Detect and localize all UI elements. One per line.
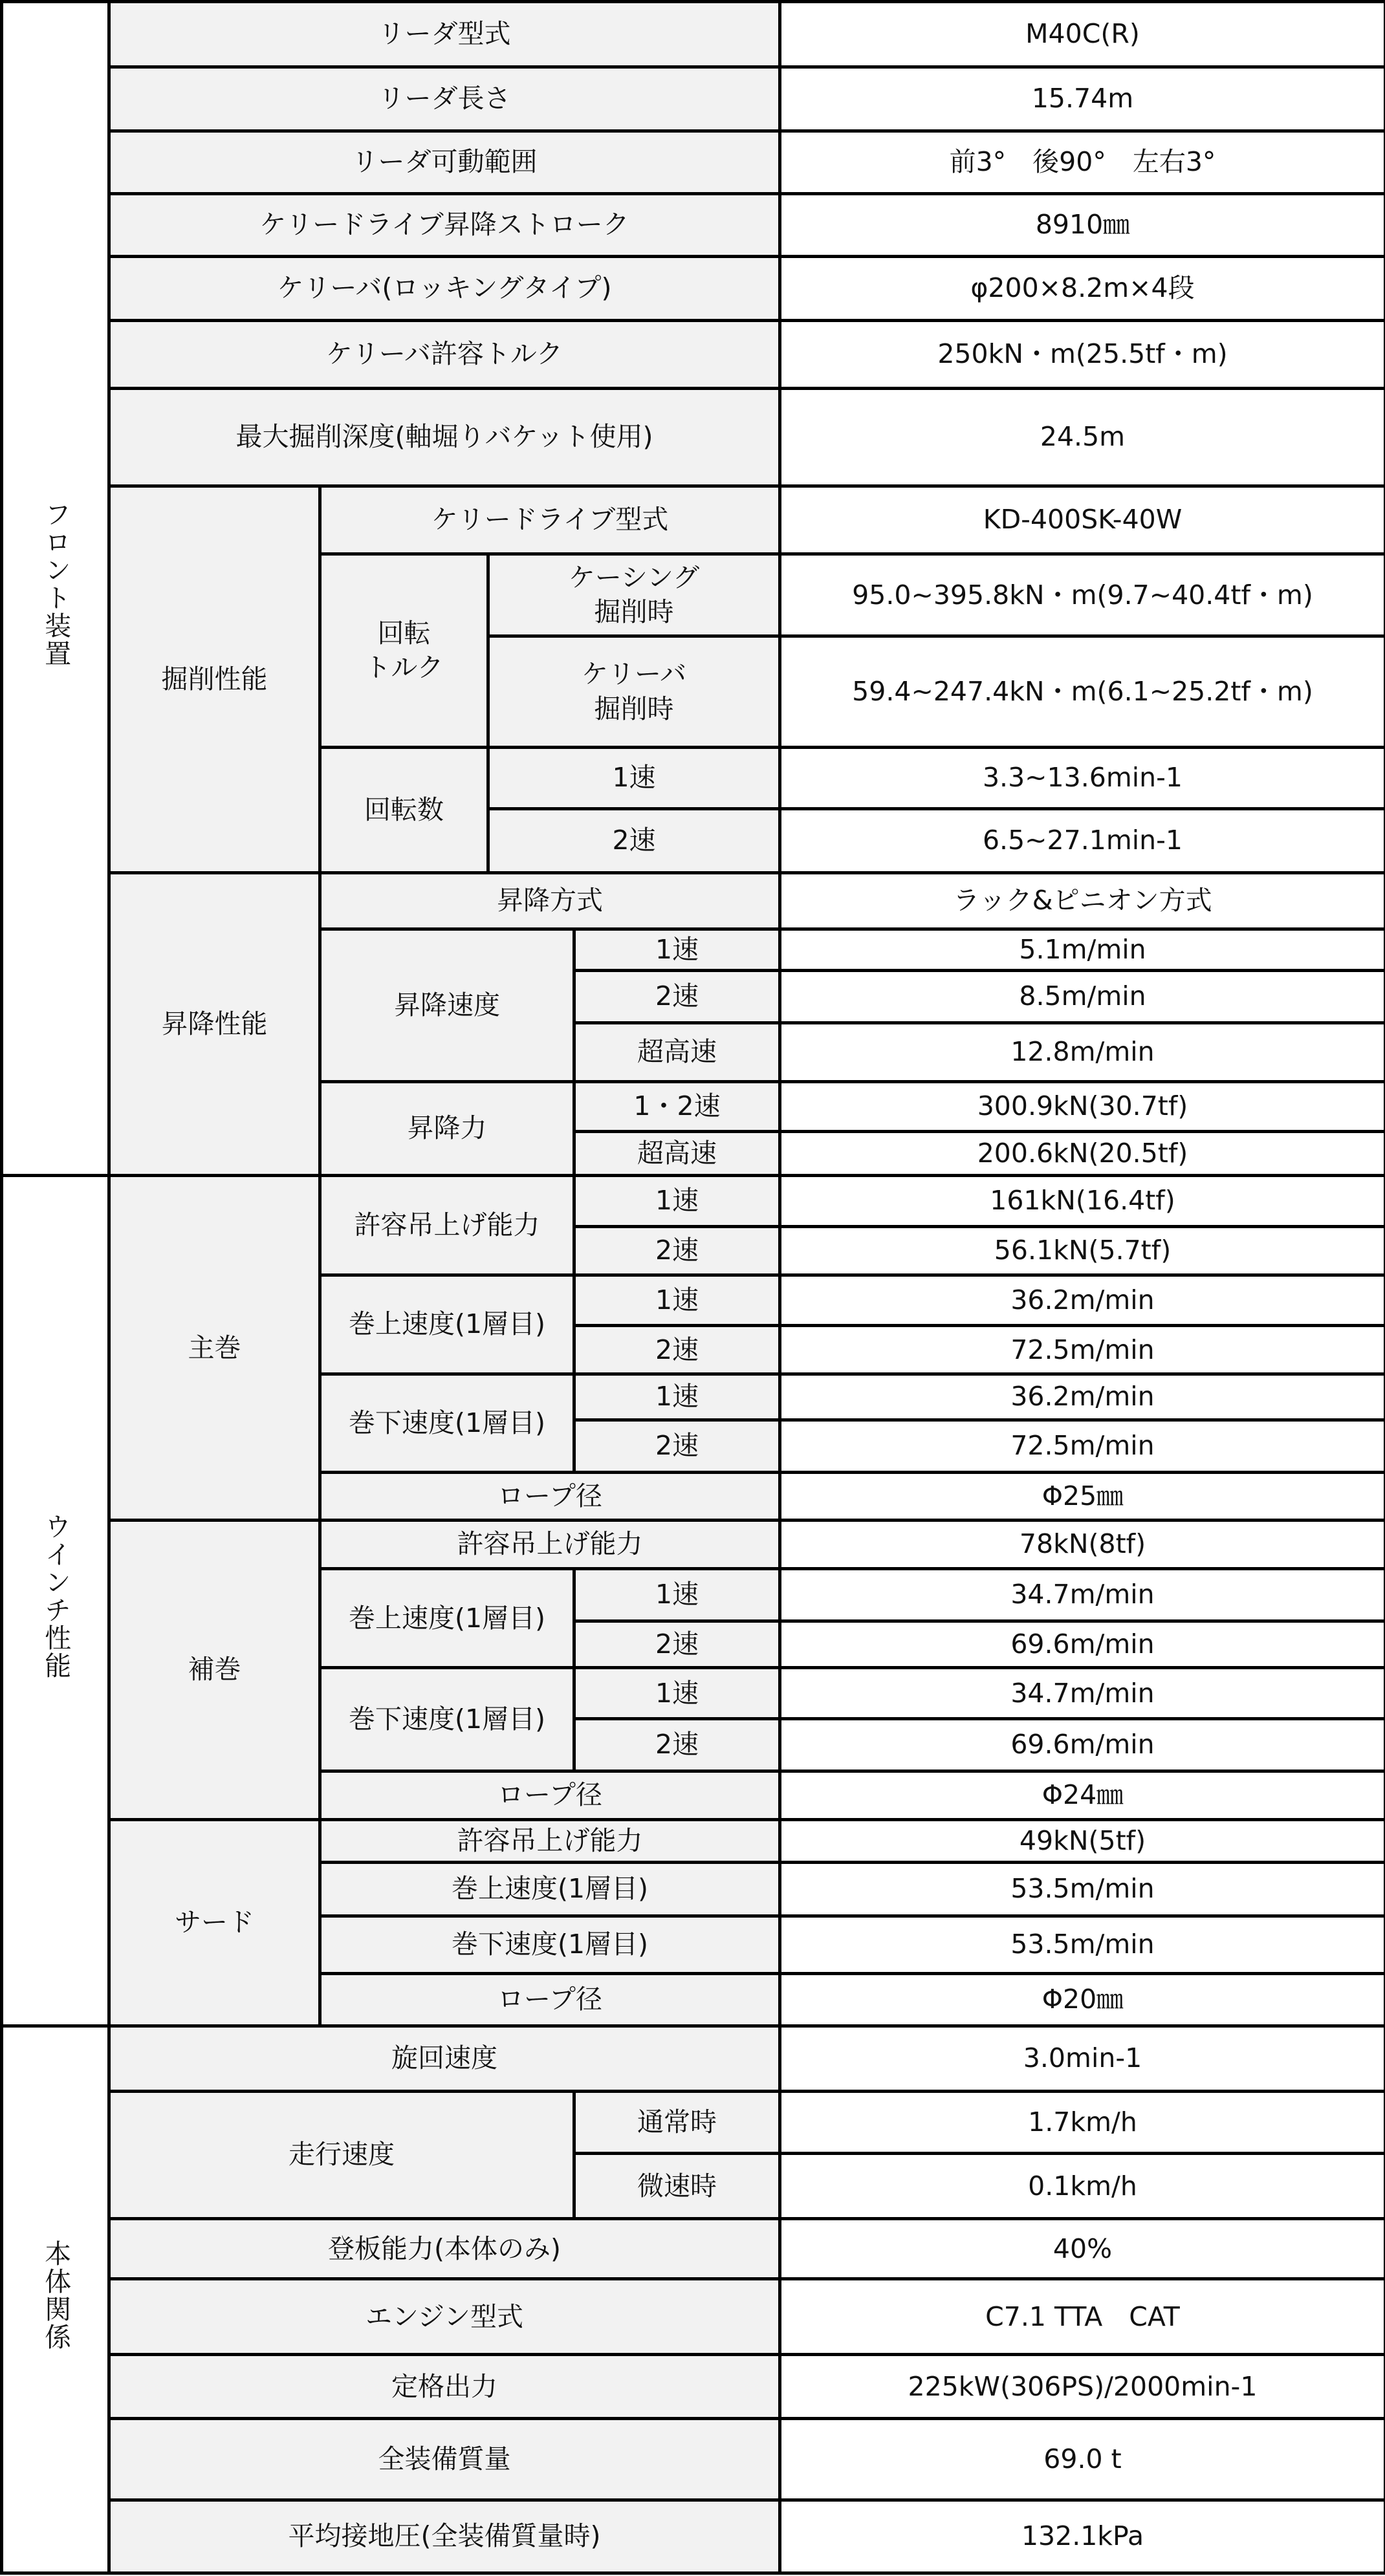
row-value: 59.4~247.4kN・m(6.1~25.2tf・m) bbox=[780, 636, 1385, 748]
row-label: 定格出力 bbox=[109, 2355, 780, 2419]
row-label: 2速 bbox=[574, 1621, 780, 1668]
group-main-winch: 主巻 bbox=[109, 1176, 320, 1521]
row-label: 1速 bbox=[488, 747, 780, 808]
row-value: 300.9kN(30.7tf) bbox=[780, 1081, 1385, 1131]
section-winch-label: ウインチ性能 bbox=[40, 1513, 72, 1680]
label-line: ケーシング bbox=[568, 561, 700, 593]
row-label: 巻下速度(1層目) bbox=[320, 1916, 780, 1973]
row-label: 1速 bbox=[574, 1668, 780, 1719]
row-label: 巻上速度(1層目) bbox=[320, 1863, 780, 1916]
group-aux-winch: 補巻 bbox=[109, 1521, 320, 1819]
row-value: 200.6kN(20.5tf) bbox=[780, 1131, 1385, 1176]
row-label: 超高速 bbox=[574, 1131, 780, 1176]
row-label: 2速 bbox=[574, 1719, 780, 1771]
subgroup-lift-force: 昇降力 bbox=[320, 1081, 574, 1175]
row-value: 15.74m bbox=[780, 67, 1385, 131]
row-label: 1速 bbox=[574, 1374, 780, 1420]
group-third-winch: サード bbox=[109, 1819, 320, 2026]
row-value: 36.2m/min bbox=[780, 1275, 1385, 1326]
row-value: 3.3~13.6min-1 bbox=[780, 747, 1385, 808]
section-front-label: フロント装置 bbox=[40, 501, 72, 668]
row-label: ロープ径 bbox=[320, 1771, 780, 1819]
row-label: 登板能力(本体のみ) bbox=[109, 2219, 780, 2279]
row-label: リーダ長さ bbox=[109, 67, 780, 131]
row-value: Φ25㎜ bbox=[780, 1472, 1385, 1521]
row-value: 161kN(16.4tf) bbox=[780, 1176, 1385, 1227]
row-label: エンジン型式 bbox=[109, 2279, 780, 2355]
row-value: φ200×8.2m×4段 bbox=[780, 256, 1385, 320]
subgroup-travel: 走行速度 bbox=[109, 2091, 574, 2219]
subgroup-capacity: 許容吊上げ能力 bbox=[320, 1176, 574, 1275]
row-label: 1速 bbox=[574, 1176, 780, 1227]
row-value: 78kN(8tf) bbox=[780, 1521, 1385, 1569]
row-label: 1・2速 bbox=[574, 1081, 780, 1131]
row-value: 69.0 t bbox=[780, 2419, 1385, 2500]
row-label bbox=[488, 636, 780, 748]
section-front bbox=[2, 2, 109, 1176]
row-label: リーダ型式 bbox=[109, 2, 780, 67]
row-value: 72.5m/min bbox=[780, 1420, 1385, 1472]
row-label: 2速 bbox=[574, 1326, 780, 1374]
row-label: 1速 bbox=[574, 1568, 780, 1621]
row-value: 前3° 後90° 左右3° bbox=[780, 131, 1385, 193]
row-value: ラック&ピニオン方式 bbox=[780, 872, 1385, 929]
row-label: 全装備質量 bbox=[109, 2419, 780, 2500]
row-value: 0.1km/h bbox=[780, 2154, 1385, 2219]
row-value: 34.7m/min bbox=[780, 1668, 1385, 1719]
row-value: 250kN・m(25.5tf・m) bbox=[780, 320, 1385, 388]
row-label: ロープ径 bbox=[320, 1973, 780, 2026]
subgroup-torque-line1: 回転 bbox=[377, 617, 431, 649]
row-value: 225kW(306PS)/2000min-1 bbox=[780, 2355, 1385, 2419]
row-value: 12.8m/min bbox=[780, 1023, 1385, 1081]
row-value: 24.5m bbox=[780, 388, 1385, 486]
row-label: 昇降方式 bbox=[320, 872, 780, 929]
row-value: 53.5m/min bbox=[780, 1916, 1385, 1973]
row-value: 69.6m/min bbox=[780, 1621, 1385, 1668]
row-value: 1.7km/h bbox=[780, 2091, 1385, 2154]
row-value: M40C(R) bbox=[780, 2, 1385, 67]
row-value: KD-400SK-40W bbox=[780, 486, 1385, 554]
row-value: 56.1kN(5.7tf) bbox=[780, 1226, 1385, 1275]
row-value: 8910㎜ bbox=[780, 193, 1385, 256]
section-winch bbox=[2, 1176, 109, 2026]
label-line: ケリーバ bbox=[582, 658, 686, 690]
row-value: Φ24㎜ bbox=[780, 1771, 1385, 1819]
row-value: 49kN(5tf) bbox=[780, 1819, 1385, 1863]
row-value: 95.0~395.8kN・m(9.7~40.4tf・m) bbox=[780, 554, 1385, 636]
row-value: 69.6m/min bbox=[780, 1719, 1385, 1771]
row-value: 6.5~27.1min-1 bbox=[780, 808, 1385, 872]
subgroup-hoist-down: 巻下速度(1層目) bbox=[320, 1374, 574, 1472]
row-label: 通常時 bbox=[574, 2091, 780, 2154]
subgroup-rpm: 回転数 bbox=[320, 747, 488, 872]
row-label: ケリーバ許容トルク bbox=[109, 320, 780, 388]
subgroup-lift-speed: 昇降速度 bbox=[320, 929, 574, 1081]
label-line: 掘削時 bbox=[594, 693, 674, 724]
row-label: ケリーバ(ロッキングタイプ) bbox=[109, 256, 780, 320]
row-label: 2速 bbox=[574, 1226, 780, 1275]
row-label: 最大掘削深度(軸堀りバケット使用) bbox=[109, 388, 780, 486]
section-body-label: 本体関係 bbox=[40, 2239, 72, 2351]
row-label: ケリードライブ型式 bbox=[320, 486, 780, 554]
row-value: Φ20㎜ bbox=[780, 1973, 1385, 2026]
row-label: 許容吊上げ能力 bbox=[320, 1819, 780, 1863]
row-value: 53.5m/min bbox=[780, 1863, 1385, 1916]
row-value: 72.5m/min bbox=[780, 1326, 1385, 1374]
row-label: 平均接地圧(全装備質量時) bbox=[109, 2500, 780, 2573]
row-value: 36.2m/min bbox=[780, 1374, 1385, 1420]
row-label: 許容吊上げ能力 bbox=[320, 1521, 780, 1569]
subgroup-torque-line2: トルク bbox=[364, 652, 444, 684]
row-label: リーダ可動範囲 bbox=[109, 131, 780, 193]
row-label: 旋回速度 bbox=[109, 2026, 780, 2091]
row-label: ケリードライブ昇降ストローク bbox=[109, 193, 780, 256]
subgroup-hoist-up: 巻上速度(1層目) bbox=[320, 1568, 574, 1667]
row-value: 5.1m/min bbox=[780, 929, 1385, 971]
row-value: C7.1 TTA CAT bbox=[780, 2279, 1385, 2355]
row-value: 3.0min-1 bbox=[780, 2026, 1385, 2091]
section-body bbox=[2, 2026, 109, 2573]
row-value: 8.5m/min bbox=[780, 971, 1385, 1023]
row-label: 2速 bbox=[574, 1420, 780, 1472]
group-digging: 掘削性能 bbox=[109, 486, 320, 873]
subgroup-torque bbox=[320, 554, 488, 748]
row-label: 2速 bbox=[488, 808, 780, 872]
row-value: 34.7m/min bbox=[780, 1568, 1385, 1621]
row-label bbox=[488, 554, 780, 636]
subgroup-hoist-up: 巻上速度(1層目) bbox=[320, 1275, 574, 1374]
subgroup-hoist-down: 巻下速度(1層目) bbox=[320, 1668, 574, 1771]
label-line: 掘削時 bbox=[594, 596, 674, 628]
row-label: 1速 bbox=[574, 929, 780, 971]
row-label: 1速 bbox=[574, 1275, 780, 1326]
row-label: ロープ径 bbox=[320, 1472, 780, 1521]
row-label: 微速時 bbox=[574, 2154, 780, 2219]
row-value: 40% bbox=[780, 2219, 1385, 2279]
row-label: 超高速 bbox=[574, 1023, 780, 1081]
row-label: 2速 bbox=[574, 971, 780, 1023]
group-lifting: 昇降性能 bbox=[109, 872, 320, 1175]
row-value: 132.1kPa bbox=[780, 2500, 1385, 2573]
